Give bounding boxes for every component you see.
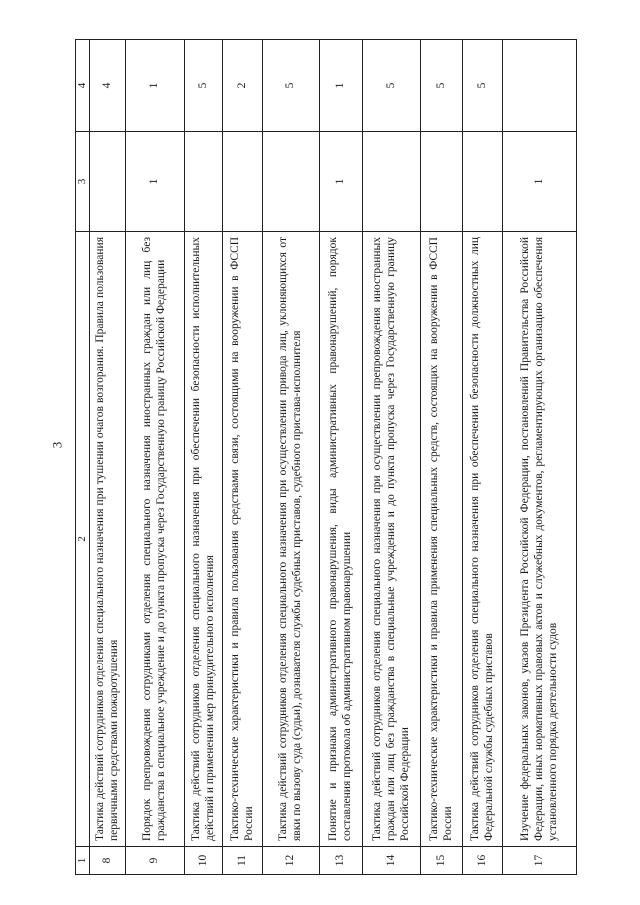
table-row bbox=[263, 40, 320, 875]
row-topic: Тактика действий сотрудников отделения специального назначения при тушении очагов возгорания. Правила пользования первичными средствами пожаротушения bbox=[90, 232, 126, 847]
row-number: 15 bbox=[421, 847, 463, 875]
row-col4: 5 bbox=[421, 40, 463, 132]
table-row bbox=[421, 40, 463, 875]
row-col3 bbox=[185, 132, 223, 232]
row-topic: Тактико-технические характеристики и правила применения специальных средств, состоящих на вооружении в ФССП России bbox=[421, 232, 463, 847]
table-row bbox=[463, 40, 503, 875]
header-cell: 4 bbox=[76, 40, 90, 132]
table-row bbox=[223, 40, 263, 875]
header-cell: 3 bbox=[76, 132, 90, 232]
header-cell: 2 bbox=[76, 232, 90, 847]
row-number: 16 bbox=[463, 847, 503, 875]
header-cell: 1 bbox=[76, 847, 90, 875]
row-number: 11 bbox=[223, 847, 263, 875]
table-header-row bbox=[76, 40, 90, 875]
table-row bbox=[185, 40, 223, 875]
row-col4: 5 bbox=[263, 40, 320, 132]
row-col4: 1 bbox=[126, 40, 185, 132]
row-topic: Понятие и признаки административного правонарушения, виды административных правонарушений, порядок составления протокола об административном правонарушении bbox=[320, 232, 363, 847]
row-topic: Порядок препровождения сотрудниками отделения специального назначения иностранных граждан или лиц без гражданства в специальное учреждение и до пункта пропуска через Государственную границу Российской Федерации bbox=[126, 232, 185, 847]
row-col3: 1 bbox=[503, 132, 577, 232]
table-row bbox=[126, 40, 185, 875]
row-number: 9 bbox=[126, 847, 185, 875]
row-topic: Тактико-технические характеристики и правила пользования средствами связи, состоящими на вооружении в ФССП России bbox=[223, 232, 263, 847]
row-col3 bbox=[223, 132, 263, 232]
row-col4: 5 bbox=[185, 40, 223, 132]
row-col4: 5 bbox=[363, 40, 421, 132]
table-row bbox=[363, 40, 421, 875]
row-col3 bbox=[90, 132, 126, 232]
row-number: 13 bbox=[320, 847, 363, 875]
row-number: 12 bbox=[263, 847, 320, 875]
row-topic: Тактика действий сотрудников отделения специального назначения при обеспечении безопасности должностных лиц Федеральной службы судебных приставов bbox=[463, 232, 503, 847]
row-topic: Тактика действий сотрудников отделения специального назначения при осуществлении привода лиц, уклоняющихся от явки по вызову суда (судьи), дознавателя службы судебных приставов, судебного пристава-исполнителя bbox=[263, 232, 320, 847]
row-col3: 1 bbox=[126, 132, 185, 232]
row-topic: Тактика действий сотрудников отделения специального назначения при обеспечении безопасности исполнительных действий и применении мер принудительного исполнения bbox=[185, 232, 223, 847]
row-col4: 4 bbox=[90, 40, 126, 132]
row-topic: Изучение федеральных законов, указов Президента Российской Федерации, постановлений Правительства Российской Федерации, иных нормативных правовых актов и служебных документов, регламентирующих организацию обеспечения установленного порядка деятельности судов bbox=[503, 232, 577, 847]
table-row bbox=[503, 40, 577, 875]
page-number: 3 bbox=[49, 441, 65, 449]
row-col3 bbox=[263, 132, 320, 232]
row-number: 14 bbox=[363, 847, 421, 875]
row-col3 bbox=[421, 132, 463, 232]
row-col4: 1 bbox=[320, 40, 363, 132]
row-col4 bbox=[503, 40, 577, 132]
row-number: 17 bbox=[503, 847, 577, 875]
row-col3 bbox=[363, 132, 421, 232]
row-topic: Тактика действий сотрудников отделения специального назначения при осуществлении препровождения иностранных граждан или лиц без гражданства в специальные учреждения и до пункта пропуска через Государственную границу Российской Федерации bbox=[363, 232, 421, 847]
curriculum-table bbox=[75, 39, 577, 875]
rotated-table-wrapper bbox=[75, 40, 559, 875]
row-number: 10 bbox=[185, 847, 223, 875]
row-col3 bbox=[463, 132, 503, 232]
table-row bbox=[320, 40, 363, 875]
row-number: 8 bbox=[90, 847, 126, 875]
row-col4: 5 bbox=[463, 40, 503, 132]
row-col4: 2 bbox=[223, 40, 263, 132]
row-col3: 1 bbox=[320, 132, 363, 232]
table-row bbox=[90, 40, 126, 875]
